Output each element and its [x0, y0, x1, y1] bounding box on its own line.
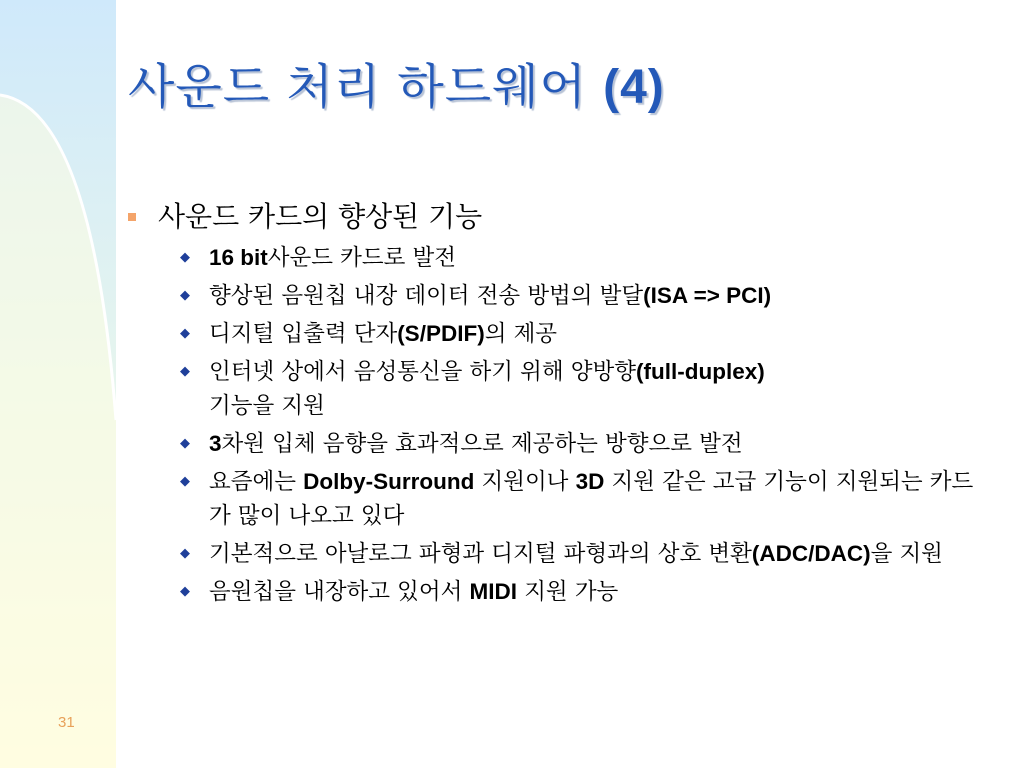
sub-bullet-list	[124, 241, 984, 609]
list-item-text	[209, 317, 557, 351]
list-item	[180, 465, 984, 533]
main-bullet-text: 사운드 카드의 향상된 기능	[158, 200, 483, 233]
text-bold: 3	[209, 431, 222, 456]
text-bold: (ISA => PCI)	[643, 283, 772, 308]
page-number: 31	[58, 714, 75, 731]
list-item-text	[209, 465, 984, 533]
list-item	[180, 241, 984, 275]
diamond-bullet-icon: ◆	[180, 364, 190, 379]
diamond-bullet-icon: ◆	[180, 250, 190, 265]
text-run: 지원 가능	[517, 579, 619, 605]
list-item-text	[209, 241, 456, 275]
list-item	[180, 317, 984, 351]
slide-title-number: (4)	[603, 61, 665, 114]
text-bold: 16 bit	[209, 245, 268, 270]
list-item-text	[209, 355, 765, 423]
text-run: 지원 같은 고급 기능이 지원되는 카드가 많이 나오고 있다	[209, 469, 974, 529]
diamond-bullet-icon: ◆	[180, 326, 190, 341]
text-run: 음원칩을 내장하고 있어서	[209, 579, 470, 605]
list-item	[180, 427, 984, 461]
slide-title	[128, 48, 665, 117]
slide-content	[124, 195, 984, 613]
list-item	[180, 279, 984, 313]
slide-title-text: 사운드 처리 하드웨어	[128, 59, 604, 115]
text-run: 지원이나	[474, 469, 576, 495]
diamond-bullet-icon: ◆	[180, 474, 190, 489]
list-item-text	[209, 279, 771, 313]
text-bold: MIDI	[469, 579, 518, 604]
text-bold: (full-duplex)	[636, 359, 765, 384]
text-run: 차원 입체 음향을 효과적으로 제공하는 방향으로 발전	[221, 431, 743, 457]
square-bullet-icon	[128, 213, 136, 221]
main-bullet	[124, 195, 984, 235]
list-item-text	[209, 427, 743, 461]
list-item	[180, 355, 984, 423]
text-run: 향상된 음원칩 내장 데이터 전송 방법의 발달	[209, 283, 644, 309]
diamond-bullet-icon: ◆	[180, 584, 190, 599]
diamond-bullet-icon: ◆	[180, 546, 190, 561]
list-item-text	[209, 575, 618, 609]
diamond-bullet-icon: ◆	[180, 436, 190, 451]
text-run: 요즘에는	[209, 469, 304, 495]
text-run: 의 제공	[484, 321, 558, 347]
text-bold: Dolby-Surround	[303, 469, 475, 494]
diamond-bullet-icon: ◆	[180, 288, 190, 303]
text-bold: 3D	[575, 469, 605, 494]
list-item	[180, 537, 984, 571]
text-run: 인터넷 상에서 음성통신을 하기 위해 양방향	[209, 359, 636, 385]
text-run: 디지털 입출력 단자	[209, 321, 398, 347]
text-bold: (ADC/DAC)	[751, 541, 871, 566]
list-item-text	[209, 537, 943, 571]
text-bold: (S/PDIF)	[397, 321, 485, 346]
text-run: 사운드 카드로 발전	[267, 245, 456, 271]
text-run: 을 지원	[870, 541, 943, 567]
text-run: 기능을 지원	[209, 393, 325, 419]
text-run: 기본적으로 아날로그 파형과 디지털 파형과의 상호 변환	[209, 541, 752, 567]
list-item	[180, 575, 984, 609]
